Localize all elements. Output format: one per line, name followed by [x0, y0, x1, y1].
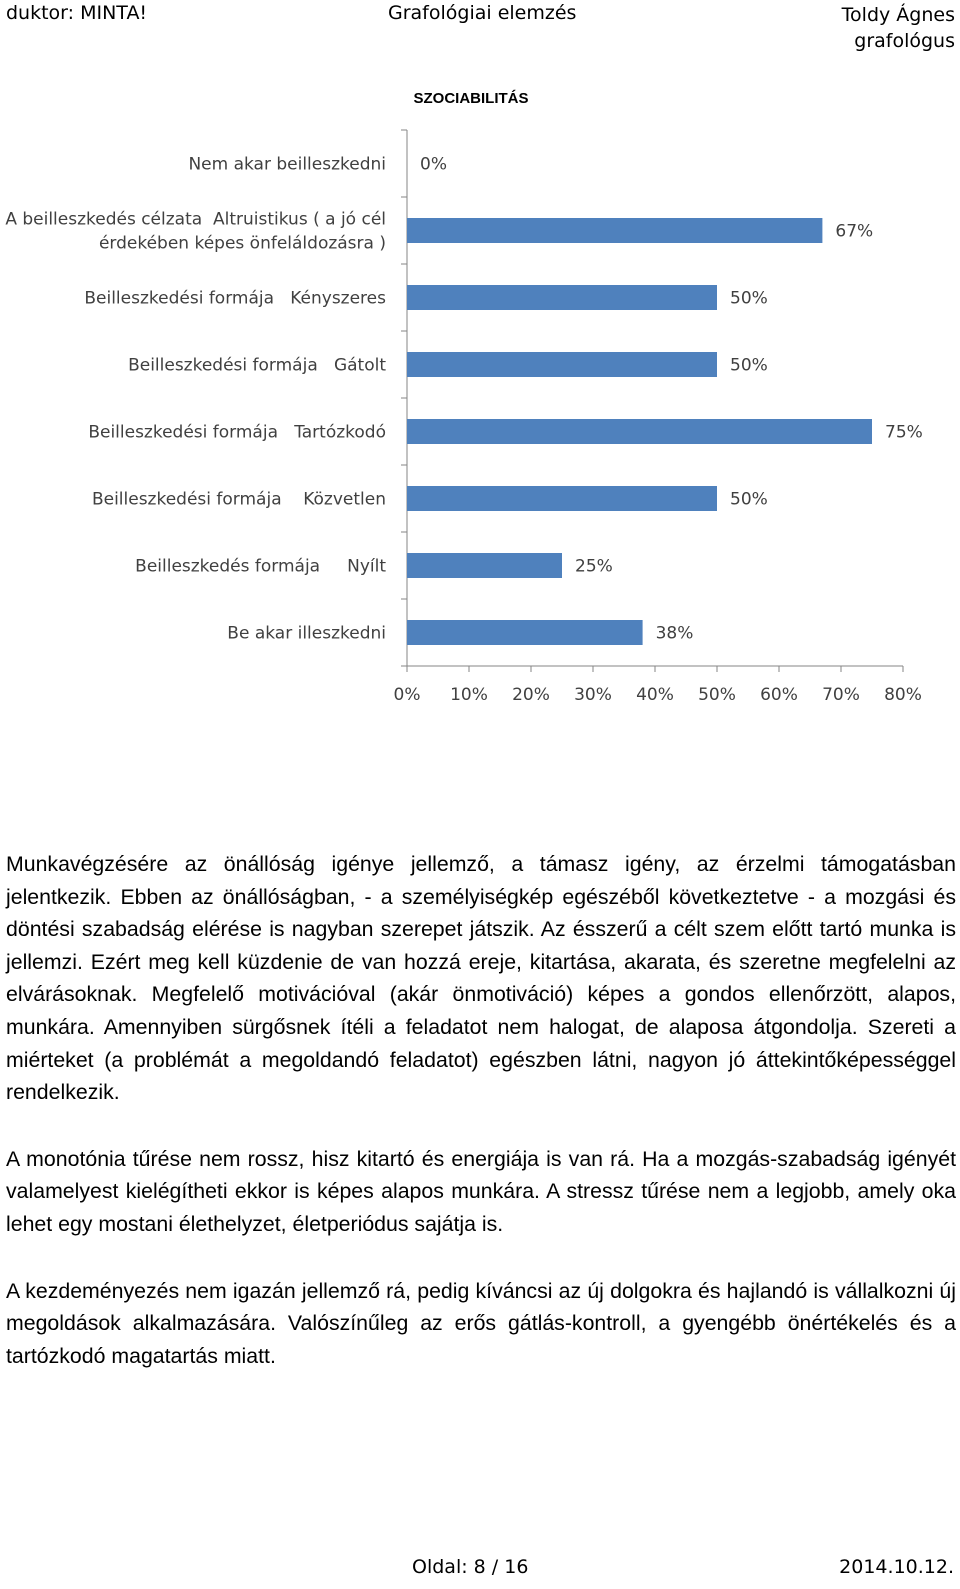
data-label: 75%: [885, 422, 923, 443]
data-label: 50%: [730, 489, 768, 510]
category-label: Nem akar beilleszkedni: [188, 154, 386, 175]
chart-title: SZOCIABILITÁS: [413, 90, 529, 107]
header-document-title: Grafológiai elemzés: [388, 2, 577, 24]
bar: [407, 486, 717, 511]
header-client: duktor: MINTA!: [6, 2, 148, 24]
data-label: 50%: [730, 355, 768, 376]
category-label: érdekében képes önfeláldozásra ): [98, 233, 386, 254]
x-tick-label: 10%: [450, 685, 488, 705]
bar: [407, 218, 822, 243]
paragraph-monotony: A monotónia tűrése nem rossz, hisz kitartó és energiája is van rá. Ha a mozgás-szabadság igényét valamelyest kielégítheti ekkor is képes alapos munkára. A stressz tűrése nem a legjobb, amely oka lehet egy mostani élethelyzet, életperiódus sajátja is.: [6, 1146, 956, 1236]
category-label: Beilleszkedési formája Kényszeres: [84, 288, 386, 309]
bar: [407, 285, 717, 310]
x-tick-label: 80%: [884, 685, 922, 705]
page-number: Oldal: 8 / 16: [412, 1556, 529, 1578]
paragraph-initiative: A kezdeményezés nem igazán jellemző rá, pedig kíváncsi az új dolgokra és hajlandó is vállalkozni új megoldások alkalmazására. Valószínűleg az erős gátlás-kontroll, a gyengébb önértékelés és a tartózkodó magatartás miatt.: [6, 1278, 956, 1368]
bar: [407, 352, 717, 377]
data-label: 38%: [655, 623, 694, 644]
header-author: [842, 2, 955, 54]
category-label: Beilleszkedési formája Közvetlen: [91, 489, 386, 510]
data-label: 0%: [420, 154, 447, 175]
bar: [407, 620, 643, 645]
x-tick-label: 20%: [512, 685, 550, 705]
x-tick-label: 50%: [698, 685, 736, 705]
category-label: Be akar illeszkedni: [227, 623, 386, 644]
x-tick-label: 60%: [760, 685, 798, 705]
category-label: A beilleszkedés célzata Altruistikus ( a jó cél: [5, 209, 386, 230]
header-author-name: Toldy Ágnes: [841, 4, 955, 26]
data-label: 25%: [575, 556, 613, 577]
chart-svg: [0, 80, 960, 720]
data-label: 67%: [835, 221, 874, 242]
bar: [407, 419, 872, 444]
bar: [407, 553, 562, 578]
x-tick-label: 70%: [822, 685, 860, 705]
x-tick-label: 40%: [636, 685, 674, 705]
category-label: Beilleszkedés formája Nyílt: [135, 556, 386, 577]
category-label: Beilleszkedési formája Gátolt: [128, 355, 386, 376]
data-label: 50%: [730, 288, 768, 309]
header-author-role: grafológus: [854, 30, 955, 52]
page-footer: [0, 1556, 960, 1586]
sociability-chart: [0, 80, 960, 720]
x-tick-label: 30%: [574, 685, 612, 705]
category-label: Beilleszkedési formája Tartózkodó: [88, 422, 386, 443]
paragraph-work-style: Munkavégzésére az önállóság igénye jellemző, a támasz igény, az érzelmi támogatásban jelentkezik. Ebben az önállóságban, - a személyiségkép egészéből következtetve - a mozgási és döntési szabadság elérése is nagyban szerepet játszik. Az ésszerű a célt szem előtt tartó munka is jellemzi. Ezért meg kell küzdenie de van hozzá ereje, kitartása, akarata, és szeretne megfelelni az elvárásoknak. Megfelelő motivációval (akár önmotiváció) képes a gondos ellenőrzött, alapos, munkára. Amennyiben sürgősnek ítéli a feladatot nem halogat, de alaposa átgondolja. Szereti a miérteket (a problémát a megoldandó feladatot) egészben látni, nagyon jó áttekintőképességgel rendelkezik.: [6, 852, 956, 1105]
analysis-text: [6, 848, 956, 1406]
page-header: [0, 0, 960, 60]
x-tick-label: 0%: [393, 685, 421, 705]
footer-date: 2014.10.12.: [839, 1556, 954, 1578]
